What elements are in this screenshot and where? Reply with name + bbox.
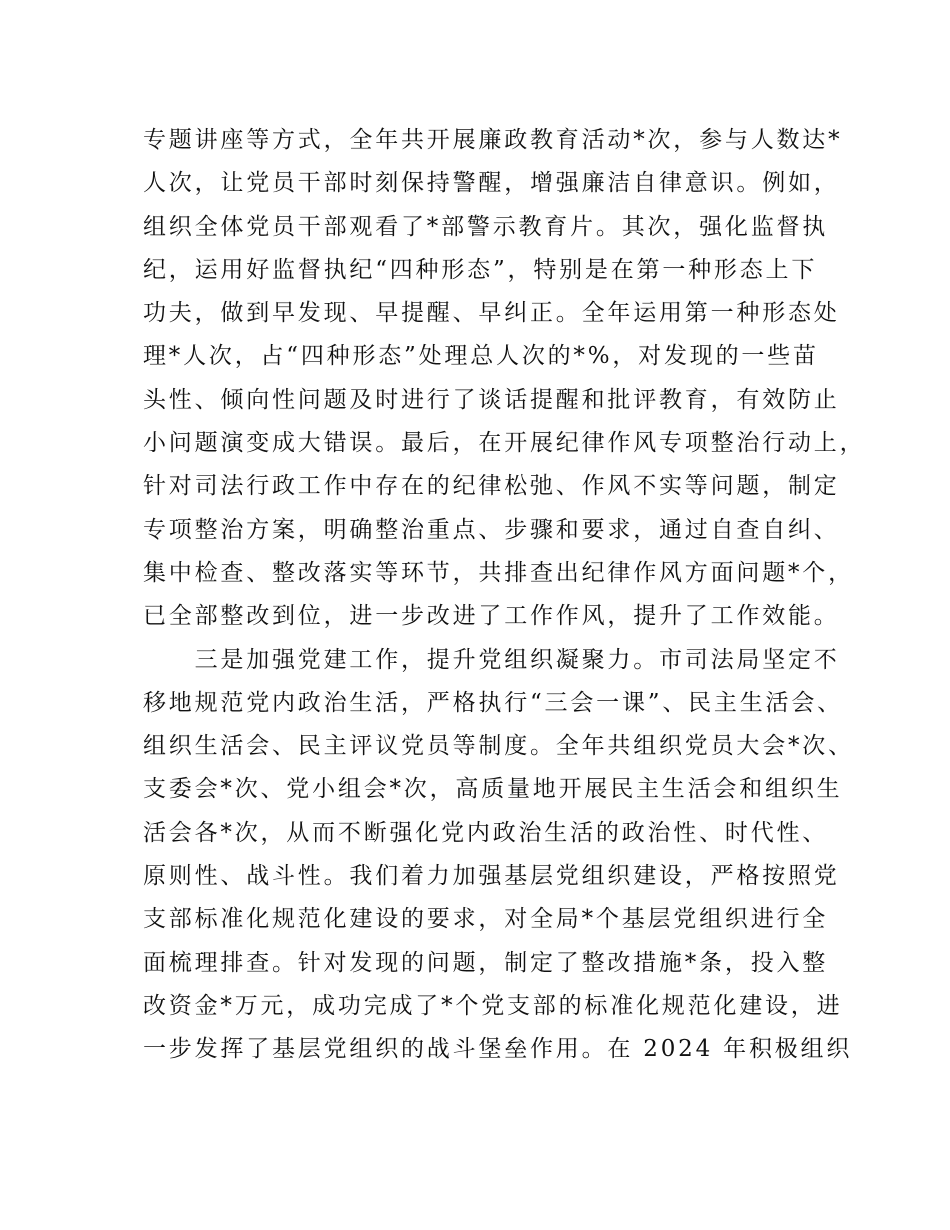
text-line: 已全部整改到位，进一步改进了工作作风，提升了工作效能。 (143, 603, 840, 630)
text-line: 组织生活会、民主评议党员等制度。全年共组织党员大会*次、 (143, 733, 854, 760)
paragraph-2 (143, 639, 854, 1072)
text-line: 三是加强党建工作，提升党组织凝聚力。市司法局坚定不 (143, 646, 840, 673)
text-line: 专项整治方案，明确整治重点、步骤和要求，通过自查自纠、 (143, 516, 840, 543)
text-line: 支委会*次、党小组会*次，高质量地开展民主生活会和组织生 (143, 776, 843, 803)
paragraph-1 (143, 119, 866, 639)
text-line: 改资金*万元，成功完成了*个党支部的标准化规范化建设，进 (143, 992, 843, 1019)
text-line: 针对司法行政工作中存在的纪律松弛、作风不实等问题，制定 (143, 473, 840, 500)
text-line: 支部标准化规范化建设的要求，对全局*个基层党组织进行全 (143, 906, 829, 933)
text-line: 纪，运用好监督执纪“四种形态”，特别是在第一种形态上下 (143, 256, 818, 283)
text-line: 原则性、战斗性。我们着力加强基层党组织建设，严格按照党 (143, 863, 840, 890)
text-line: 集中检查、整改落实等环节，共排查出纪律作风方面问题*个， (143, 559, 854, 586)
text-line: 功夫，做到早发现、早提醒、早纠正。全年运用第一种形态处 (143, 300, 840, 327)
text-line: 一步发挥了基层党组织的战斗堡垒作用。在 2024 年积极组织 (143, 1036, 853, 1063)
text-line: 小问题演变成大错误。最后，在开展纪律作风专项整治行动上， (143, 430, 866, 457)
text-line: 人次，让党员干部时刻保持警醒，增强廉洁自律意识。例如， (143, 170, 840, 197)
text-line: 组织全体党员干部观看了*部警示教育片。其次，强化监督执 (143, 213, 829, 240)
body-text (143, 119, 866, 1072)
text-line: 专题讲座等方式，全年共开展廉政教育活动*次，参与人数达* (143, 127, 843, 153)
text-line: 活会各*次，从而不断强化党内政治生活的政治性、时代性、 (143, 819, 829, 846)
text-line: 移地规范党内政治生活，严格执行“三会一课”、民主生活会、 (143, 689, 843, 716)
text-line: 面梳理排查。针对发现的问题，制定了整改措施*条，投入整 (143, 949, 829, 976)
text-line: 头性、倾向性问题及时进行了谈话提醒和批评教育，有效防止 (143, 386, 840, 413)
text-line: 理*人次，占“四种形态”处理总人次的*%，对发现的一些苗 (143, 343, 819, 370)
